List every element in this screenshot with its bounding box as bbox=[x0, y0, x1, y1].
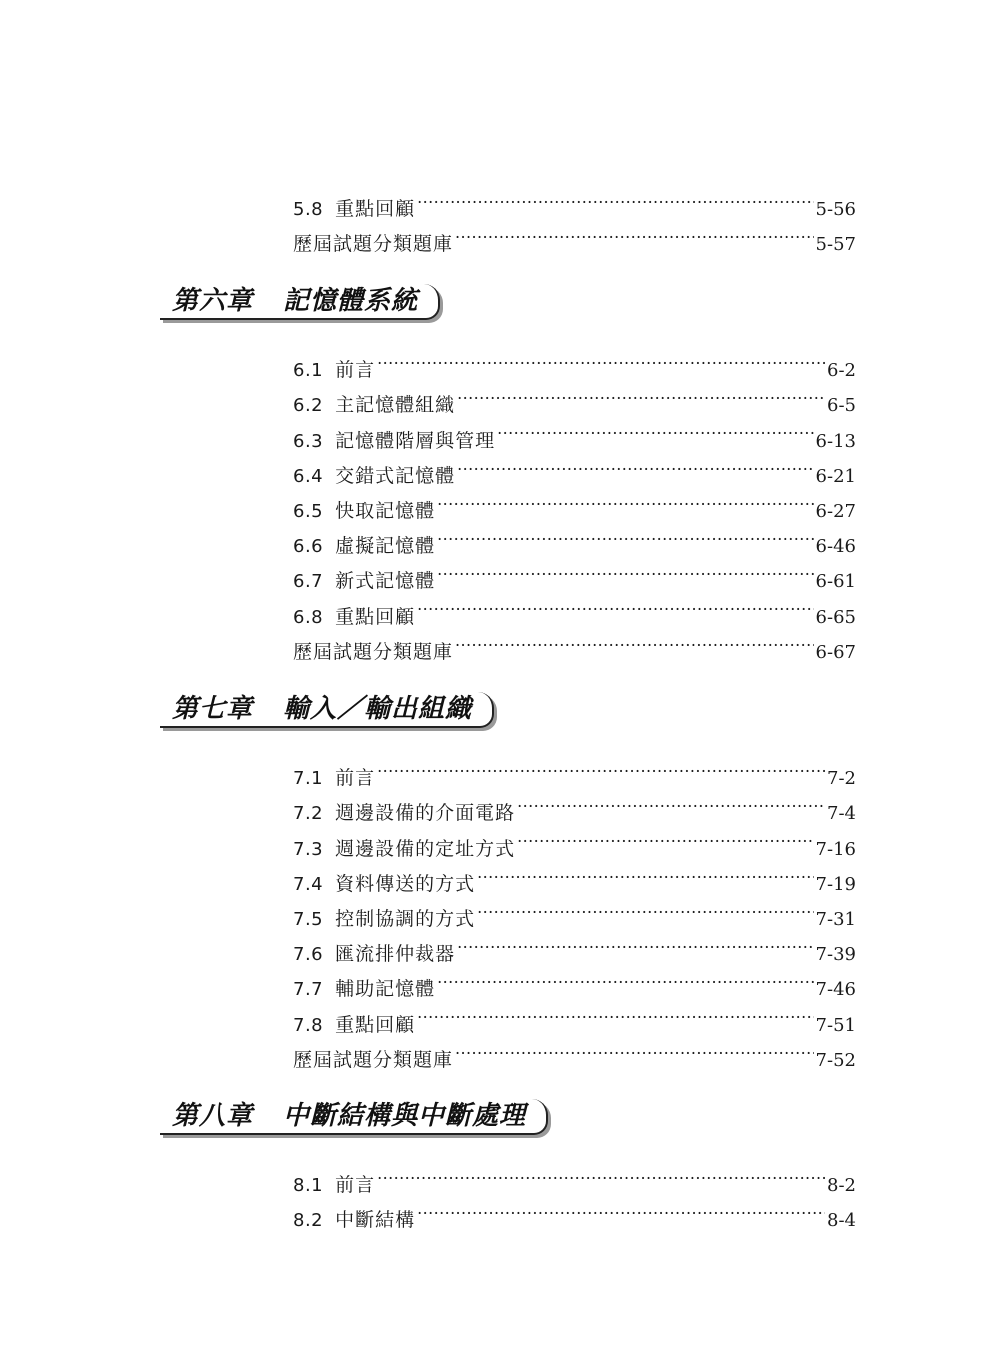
dot-leader bbox=[477, 890, 813, 925]
dot-leader bbox=[437, 960, 813, 995]
dot-leader bbox=[517, 784, 825, 819]
dot-leader bbox=[437, 482, 813, 517]
toc-entry-page: 6-67 bbox=[815, 641, 856, 663]
dot-leader bbox=[417, 995, 813, 1030]
toc-entry-page: 7-39 bbox=[815, 944, 856, 966]
toc-entry-number: 7.6 bbox=[293, 944, 324, 966]
chapter-tab bbox=[160, 284, 440, 320]
toc-entry-title: 前言 bbox=[335, 1174, 376, 1197]
toc-entry-page: 5-57 bbox=[815, 234, 856, 256]
toc-entry[interactable] bbox=[293, 749, 856, 790]
toc-entry-page: 7-31 bbox=[815, 908, 856, 930]
toc-section-chapter-7 bbox=[293, 749, 856, 1071]
toc-entry[interactable] bbox=[293, 1191, 856, 1232]
toc-entry-page: 6-61 bbox=[815, 571, 856, 593]
chapter-title: 記憶體系統 bbox=[283, 286, 419, 316]
toc-entry-title: 記憶體階層與管理 bbox=[335, 429, 496, 452]
chapter-number: 第八章 bbox=[172, 1101, 254, 1131]
chapter-title: 中斷結構與中斷處理 bbox=[283, 1101, 527, 1131]
toc-entry-title: 資料傳送的方式 bbox=[335, 872, 476, 895]
toc-entry-title: 重點回顧 bbox=[335, 198, 416, 221]
toc-entry-number: 7.2 bbox=[293, 803, 324, 825]
toc-entry-page: 6-21 bbox=[815, 465, 856, 487]
toc-entry-title: 重點回顧 bbox=[335, 605, 416, 628]
toc-entry-title: 匯流排仲裁器 bbox=[335, 943, 456, 966]
chapter-number: 第七章 bbox=[172, 694, 254, 724]
toc-entry-number: 6.8 bbox=[293, 606, 324, 628]
toc-entry-number: 7.5 bbox=[293, 908, 324, 930]
toc-entry-number: 6.3 bbox=[293, 430, 324, 452]
dot-leader bbox=[377, 1156, 825, 1191]
toc-entry-page: 5-56 bbox=[815, 199, 856, 221]
dot-leader bbox=[455, 215, 814, 250]
toc-entry-title: 週邊設備的定址方式 bbox=[335, 837, 516, 860]
chapter-header-6 bbox=[160, 284, 440, 328]
toc-entry[interactable] bbox=[293, 180, 856, 221]
toc-entry-page: 7-19 bbox=[815, 873, 856, 895]
toc-entry-number: 6.6 bbox=[293, 536, 324, 558]
toc-entry-title: 控制協調的方式 bbox=[335, 907, 476, 930]
toc-entry-title: 前言 bbox=[335, 767, 376, 790]
dot-leader bbox=[457, 447, 813, 482]
toc-entry-page: 7-52 bbox=[815, 1049, 856, 1071]
toc-entry[interactable] bbox=[293, 1156, 856, 1197]
toc-entry-page: 7-4 bbox=[827, 803, 856, 825]
toc-entry-page: 7-16 bbox=[815, 838, 856, 860]
toc-section-chapter-6 bbox=[293, 341, 856, 663]
chapter-header-8 bbox=[160, 1099, 548, 1143]
toc-entry-title: 虛擬記憶體 bbox=[335, 535, 436, 558]
chapter-title: 輸入／輸出組織 bbox=[283, 694, 473, 724]
toc-entry-title: 快取記憶體 bbox=[335, 499, 436, 522]
dot-leader bbox=[455, 623, 814, 658]
dot-leader bbox=[457, 925, 813, 960]
toc-section-chapter-8 bbox=[293, 1156, 856, 1232]
dot-leader bbox=[457, 376, 825, 411]
toc-entry-page: 6-2 bbox=[827, 360, 856, 382]
toc-entry-page: 7-51 bbox=[815, 1014, 856, 1036]
chapter-number: 第六章 bbox=[172, 286, 254, 316]
toc-entry-number: 7.1 bbox=[293, 768, 324, 790]
toc-entry-number: 6.4 bbox=[293, 465, 324, 487]
toc-entry[interactable] bbox=[293, 376, 856, 417]
toc-entry-title: 歷屆試題分類題庫 bbox=[293, 1048, 454, 1071]
toc-entry-number: 6.2 bbox=[293, 395, 324, 417]
toc-entry-page: 6-27 bbox=[815, 500, 856, 522]
toc-entry-page: 7-2 bbox=[827, 768, 856, 790]
toc-entry-title: 輔助記憶體 bbox=[335, 978, 436, 1001]
dot-leader bbox=[377, 749, 825, 784]
toc-entry-title: 中斷結構 bbox=[335, 1209, 416, 1232]
toc-entry-number: 6.5 bbox=[293, 500, 324, 522]
toc-entry-title: 歷屆試題分類題庫 bbox=[293, 640, 454, 663]
toc-entry-title: 歷屆試題分類題庫 bbox=[293, 233, 454, 256]
toc-entry[interactable] bbox=[293, 341, 856, 382]
chapter-tab bbox=[160, 692, 494, 728]
dot-leader bbox=[437, 517, 813, 552]
toc-entry-number: 7.7 bbox=[293, 979, 324, 1001]
toc-entry-page: 8-4 bbox=[827, 1210, 856, 1232]
toc-entry-title: 前言 bbox=[335, 359, 376, 382]
dot-leader bbox=[417, 1191, 825, 1226]
toc-entry-page: 6-13 bbox=[815, 430, 856, 452]
toc-entry-page: 6-5 bbox=[827, 395, 856, 417]
toc-entry-number: 6.1 bbox=[293, 360, 324, 382]
toc-entry-title: 主記憶體組織 bbox=[335, 394, 456, 417]
dot-leader bbox=[497, 411, 813, 446]
dot-leader bbox=[417, 180, 813, 215]
toc-entry[interactable] bbox=[293, 784, 856, 825]
toc-entry-page: 7-46 bbox=[815, 979, 856, 1001]
toc-entry-title: 週邊設備的介面電路 bbox=[335, 802, 516, 825]
chapter-tab bbox=[160, 1099, 548, 1135]
toc-section-prev bbox=[293, 180, 856, 256]
toc-entry-page: 8-2 bbox=[827, 1175, 856, 1197]
toc-entry-title: 交錯式記憶體 bbox=[335, 464, 456, 487]
toc-entry-page: 6-65 bbox=[815, 606, 856, 628]
dot-leader bbox=[455, 1031, 814, 1066]
dot-leader bbox=[377, 341, 825, 376]
toc-entry-number: 8.2 bbox=[293, 1210, 324, 1232]
chapter-header-7 bbox=[160, 692, 494, 736]
toc-entry-number: 7.4 bbox=[293, 873, 324, 895]
toc-entry-title: 重點回顧 bbox=[335, 1013, 416, 1036]
toc-entry-page: 6-46 bbox=[815, 536, 856, 558]
dot-leader bbox=[517, 819, 813, 854]
dot-leader bbox=[417, 587, 813, 622]
toc-entry-number: 7.3 bbox=[293, 838, 324, 860]
dot-leader bbox=[437, 552, 813, 587]
toc-entry-number: 6.7 bbox=[293, 571, 324, 593]
dot-leader bbox=[477, 855, 813, 890]
toc-entry-number: 8.1 bbox=[293, 1175, 324, 1197]
toc-entry-number: 5.8 bbox=[293, 199, 324, 221]
toc-entry-number: 7.8 bbox=[293, 1014, 324, 1036]
toc-entry-title: 新式記憶體 bbox=[335, 570, 436, 593]
